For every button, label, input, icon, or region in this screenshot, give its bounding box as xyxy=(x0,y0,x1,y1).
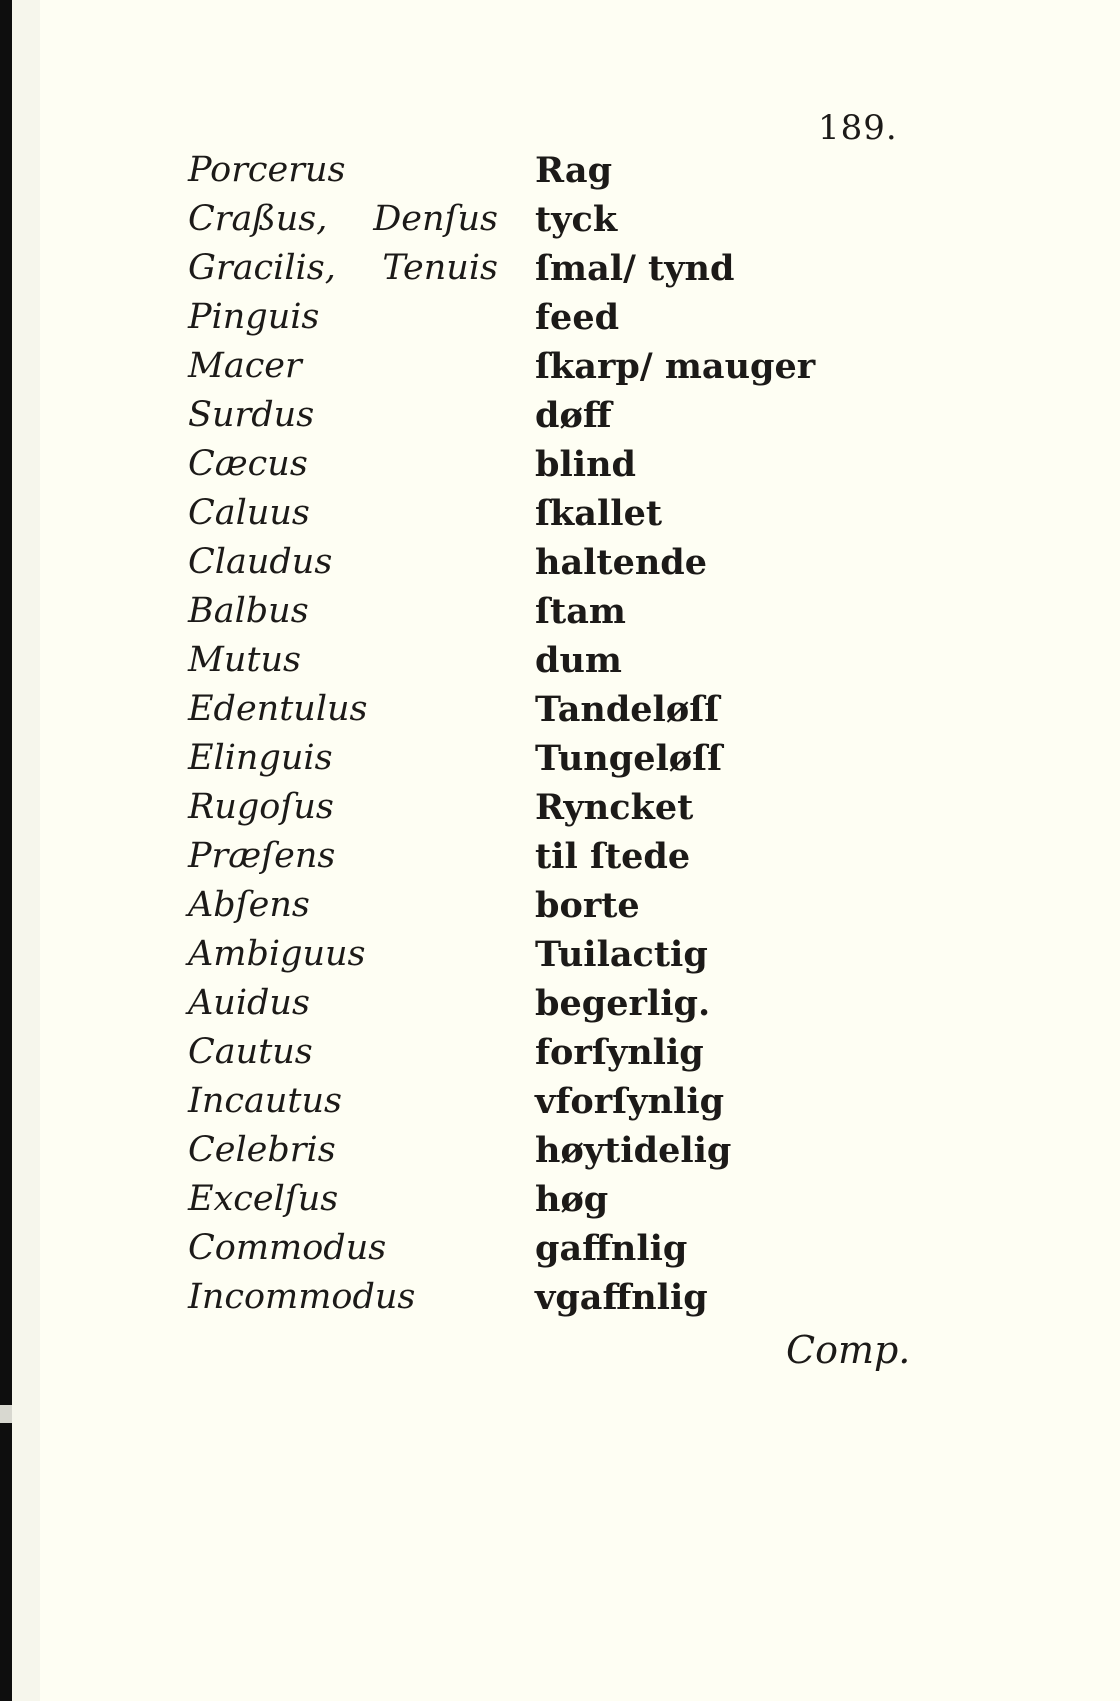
glossary-row xyxy=(0,787,1000,836)
danish-term: høytidelig xyxy=(535,1130,732,1171)
latin-term: Pinguis xyxy=(188,297,320,337)
danish-term: Tuilactig xyxy=(535,934,708,975)
latin-term: Rugoſus xyxy=(188,787,334,827)
latin-term: Commodus xyxy=(188,1228,387,1268)
glossary-row xyxy=(0,297,1000,346)
glossary-row xyxy=(0,542,1000,591)
danish-term: ſkarp/ mauger xyxy=(535,346,816,387)
glossary-row xyxy=(0,346,1000,395)
glossary-row xyxy=(0,248,1000,297)
latin-term: Incautus xyxy=(188,1081,342,1121)
page-number: 189. xyxy=(818,108,898,148)
latin-term: Caluus xyxy=(188,493,310,533)
danish-term: haltende xyxy=(535,542,708,583)
glossary-row xyxy=(0,738,1000,787)
latin-term: Edentulus xyxy=(188,689,368,729)
glossary-row xyxy=(0,934,1000,983)
latin-term: Excelſus xyxy=(188,1179,339,1219)
latin-term: Balbus xyxy=(188,591,309,631)
glossary-row xyxy=(0,836,1000,885)
latin-term: Ambiguus xyxy=(188,934,366,974)
latin-term: Cautus xyxy=(188,1032,313,1072)
danish-term: feed xyxy=(535,297,620,338)
glossary-row xyxy=(0,983,1000,1032)
latin-term: Incommodus xyxy=(188,1277,416,1317)
danish-term: Tungeløſſ xyxy=(535,738,723,779)
glossary-row xyxy=(0,1130,1000,1179)
latin-synonym: Tenuis xyxy=(382,248,498,288)
glossary-row xyxy=(0,395,1000,444)
danish-term: forſynlig xyxy=(535,1032,704,1073)
latin-term: Præſens xyxy=(188,836,336,876)
scan-edge-notch xyxy=(0,1405,12,1423)
glossary-row xyxy=(0,1179,1000,1228)
danish-term: Ryncket xyxy=(535,787,694,828)
glossary-row xyxy=(0,1032,1000,1081)
latin-term: Elinguis xyxy=(188,738,333,778)
latin-term: Gracilis, xyxy=(188,248,336,288)
glossary-row xyxy=(0,150,1000,199)
danish-term: ſkallet xyxy=(535,493,663,534)
danish-term: begerlig. xyxy=(535,983,711,1024)
latin-term: Abſens xyxy=(188,885,310,925)
glossary-row xyxy=(0,444,1000,493)
latin-term: Mutus xyxy=(188,640,301,680)
danish-term: dum xyxy=(535,640,622,681)
latin-term: Craßus, xyxy=(188,199,328,239)
danish-term: borte xyxy=(535,885,640,926)
glossary-row xyxy=(0,640,1000,689)
danish-term: døff xyxy=(535,395,612,436)
catchword: Comp. xyxy=(786,1328,911,1372)
danish-term: høg xyxy=(535,1179,609,1220)
latin-term: Auidus xyxy=(188,983,310,1023)
danish-term: vgaffnlig xyxy=(535,1277,708,1318)
danish-term: ſtam xyxy=(535,591,626,632)
danish-term: blind xyxy=(535,444,636,485)
latin-term: Surdus xyxy=(188,395,315,435)
glossary-row xyxy=(0,493,1000,542)
danish-term: gaffnlig xyxy=(535,1228,688,1269)
latin-term: Claudus xyxy=(188,542,333,582)
glossary-row xyxy=(0,689,1000,738)
glossary-row xyxy=(0,1277,1000,1326)
danish-term: tyck xyxy=(535,199,618,240)
latin-synonym: Denſus xyxy=(373,199,498,239)
glossary-row xyxy=(0,591,1000,640)
latin-term: Cæcus xyxy=(188,444,308,484)
glossary-row xyxy=(0,199,1000,248)
danish-term: ſmal/ tynd xyxy=(535,248,735,289)
danish-term: vforſynlig xyxy=(535,1081,725,1122)
danish-term: Rag xyxy=(535,150,613,191)
glossary-row xyxy=(0,1228,1000,1277)
latin-term: Celebris xyxy=(188,1130,336,1170)
glossary-row xyxy=(0,1081,1000,1130)
latin-term: Macer xyxy=(188,346,302,386)
danish-term: til ſtede xyxy=(535,836,691,877)
glossary-row xyxy=(0,885,1000,934)
latin-term: Porcerus xyxy=(188,150,346,190)
danish-term: Tandeløſſ xyxy=(535,689,720,730)
